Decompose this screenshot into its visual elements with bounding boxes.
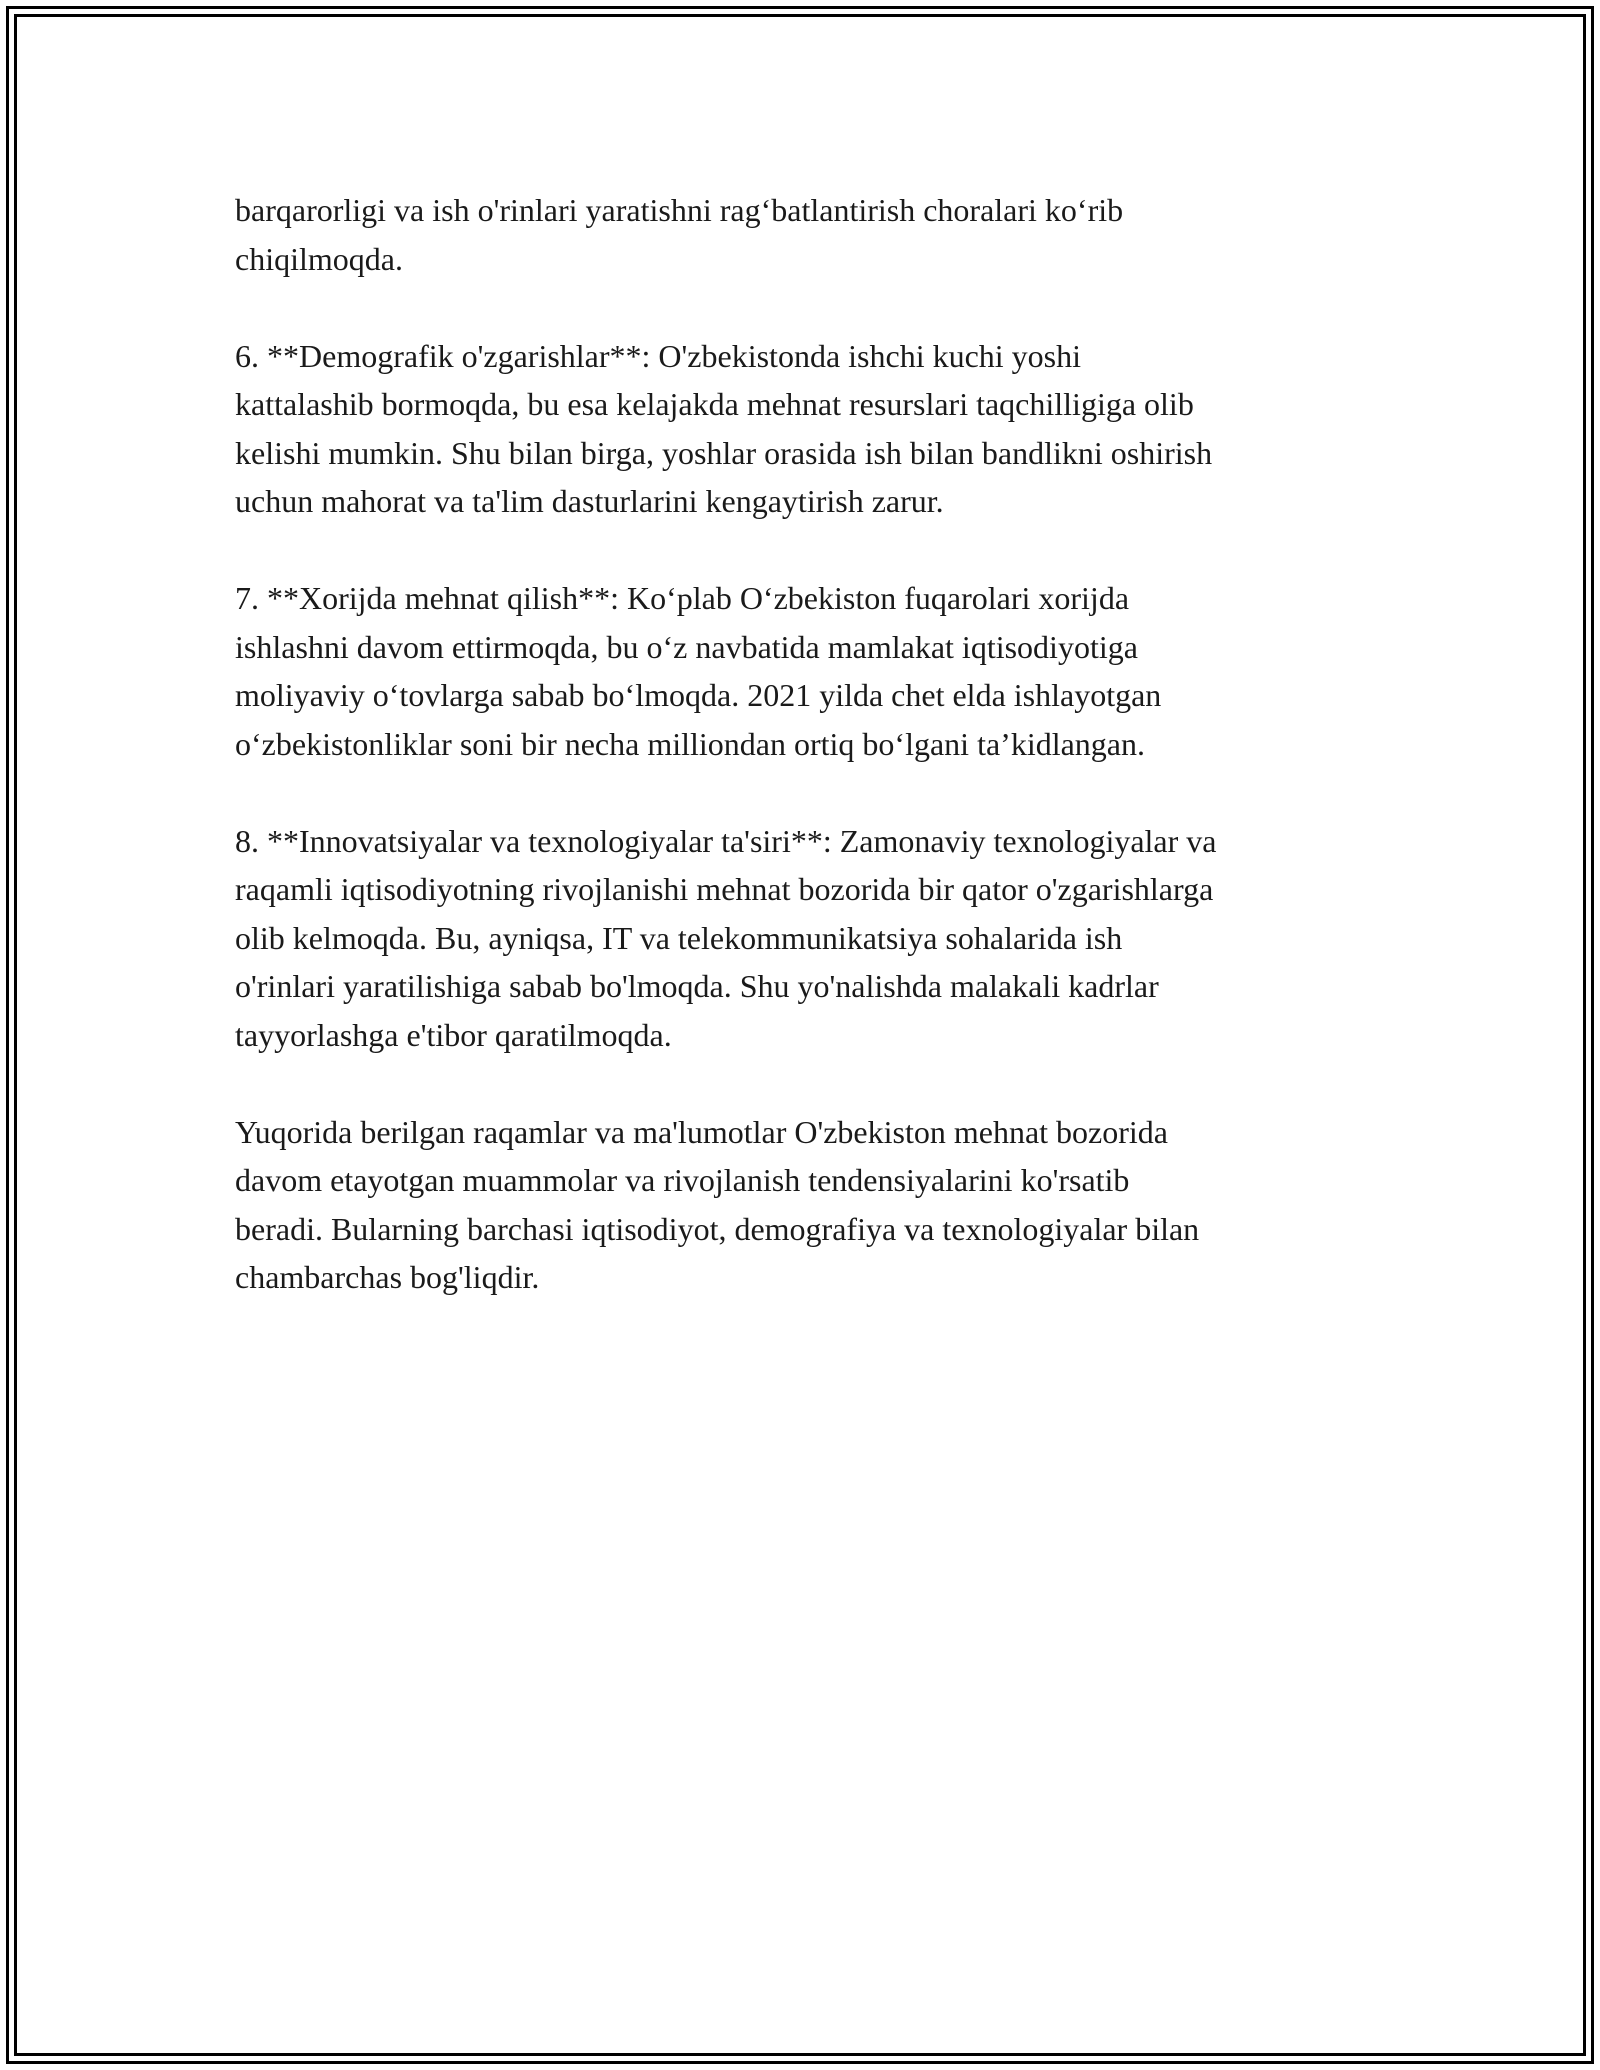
paragraph-working-abroad: 7. **Xorijda mehnat qilish**: Ko‘plab O‘zbekiston fuqarolari xorijda ishlashni davom ettirmoqda, bu o‘z navbatida mamlakat iqtisodiyotiga moliyaviy o‘tovlarga sabab bo‘lmoqda. 2021 yilda chet elda ishlayotgan o‘zbekistonliklar soni bir necha milliondan ortiq bo‘lgani ta’kidlangan. (235, 580, 1162, 762)
paragraph-demographic-changes: 6. **Demografik o'zgarishlar**: O'zbekistonda ishchi kuchi yoshi kattalashib bormoqda, bu esa kelajakda mehnat resurslari taqchilligiga olib kelishi mumkin. Shu bilan birga, yoshlar orasida ish bilan bandlikni oshirish uchun mahorat va ta'lim dasturlarini kengaytirish zarur. (235, 337, 1213, 519)
paragraph-continuation: barqarorligi va ish o'rinlari yaratishni rag‘batlantirish choralari ko‘rib chiqilmoqda. (235, 192, 1124, 277)
paragraph-conclusion: Yuqorida berilgan raqamlar va ma'lumotlar O'zbekiston mehnat bozorida davom etayotgan muammolar va rivojlanish tendensiyalarini ko'rsatib beradi. Bularning barchasi iqtisodiyot, demografiya va texnologiyalar bilan chambarchas bog'liqdir. (235, 1113, 1200, 1295)
paragraph-innovation-technology: 8. **Innovatsiyalar va texnologiyalar ta'siri**: Zamonaviy texnologiyalar va raqamli iqtisodiyotning rivojlanishi mehnat bozorida bir qator o'zgarishlarga olib kelmoqda. Bu, ayniqsa, IT va telekommunikatsiya sohalarida ish o'rinlari yaratilishiga sabab bo'lmoqda. Shu yo'nalishda malakali kadrlar tayyorlashga e'tibor qaratilmoqda. (235, 822, 1217, 1053)
document-body (235, 186, 1375, 1350)
